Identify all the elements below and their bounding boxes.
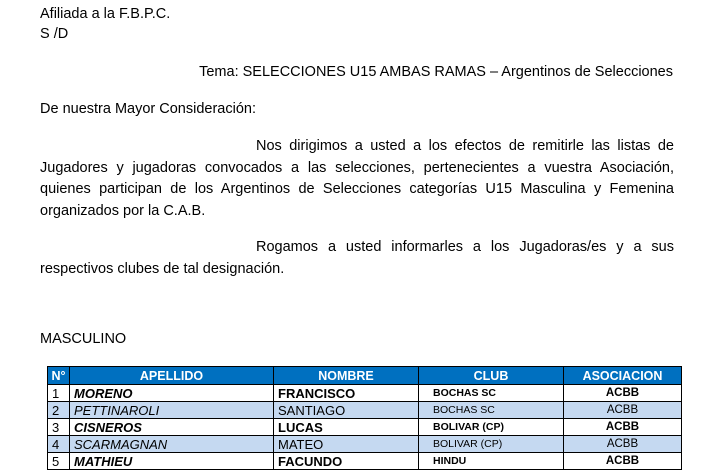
affiliation-line: Afiliada a la F.B.P.C.	[40, 6, 171, 22]
cell-club: HINDU	[419, 453, 564, 470]
cell-nombre: FRANCISCO	[274, 385, 419, 402]
cell-apellido: PETTINAROLI	[70, 402, 274, 419]
table-header-row	[48, 367, 682, 385]
cell-nombre: FACUNDO	[274, 453, 419, 470]
roster-table	[47, 366, 682, 470]
cell-asociacion: ACBB	[564, 402, 682, 419]
table-row	[48, 419, 682, 436]
cell-club: BOLIVAR (CP)	[419, 436, 564, 453]
sd-line: S /D	[40, 26, 69, 42]
cell-num: 2	[48, 402, 70, 419]
header-nombre: NOMBRE	[274, 367, 419, 385]
cell-club: BOCHAS SC	[419, 402, 564, 419]
subject-line: Tema: SELECCIONES U15 AMBAS RAMAS – Argentinos de Selecciones	[199, 64, 673, 80]
table-row	[48, 402, 682, 419]
cell-nombre: LUCAS	[274, 419, 419, 436]
cell-nombre: MATEO	[274, 436, 419, 453]
table-row	[48, 385, 682, 402]
section-title-masculino: MASCULINO	[40, 331, 127, 347]
body-paragraph-2	[40, 237, 674, 280]
cell-asociacion: ACBB	[564, 436, 682, 453]
cell-nombre: SANTIAGO	[274, 402, 419, 419]
cell-asociacion: ACBB	[564, 453, 682, 470]
cell-num: 5	[48, 453, 70, 470]
cell-apellido: MATHIEU	[70, 453, 274, 470]
salutation: De nuestra Mayor Consideración:	[40, 101, 256, 117]
cell-num: 1	[48, 385, 70, 402]
cell-club: BOLIVAR (CP)	[419, 419, 564, 436]
body-paragraph-2-text: Rogamos a usted informarles a los Jugadoras/es y a sus respectivos clubes de tal designación.	[40, 239, 674, 277]
cell-asociacion: ACBB	[564, 419, 682, 436]
header-asociacion: ASOCIACION	[564, 367, 682, 385]
body-paragraph-1	[40, 136, 674, 222]
cell-asociacion: ACBB	[564, 385, 682, 402]
cell-apellido: SCARMAGNAN	[70, 436, 274, 453]
table-row	[48, 453, 682, 470]
body-paragraph-1-text: Nos dirigimos a usted a los efectos de remitirle las listas de Jugadores y jugadoras convocados a las selecciones, pertenecientes a vuestra Asociación, quienes participan de los Argentinos de Selecciones categorías U15 Masculina y Femenina organizados por la C.A.B.	[40, 138, 674, 219]
header-club: CLUB	[419, 367, 564, 385]
cell-apellido: MORENO	[70, 385, 274, 402]
header-num: N°	[48, 367, 70, 385]
header-apellido: APELLIDO	[70, 367, 274, 385]
cell-num: 3	[48, 419, 70, 436]
cell-apellido: CISNEROS	[70, 419, 274, 436]
cell-club: BOCHAS SC	[419, 385, 564, 402]
cell-num: 4	[48, 436, 70, 453]
table-row	[48, 436, 682, 453]
